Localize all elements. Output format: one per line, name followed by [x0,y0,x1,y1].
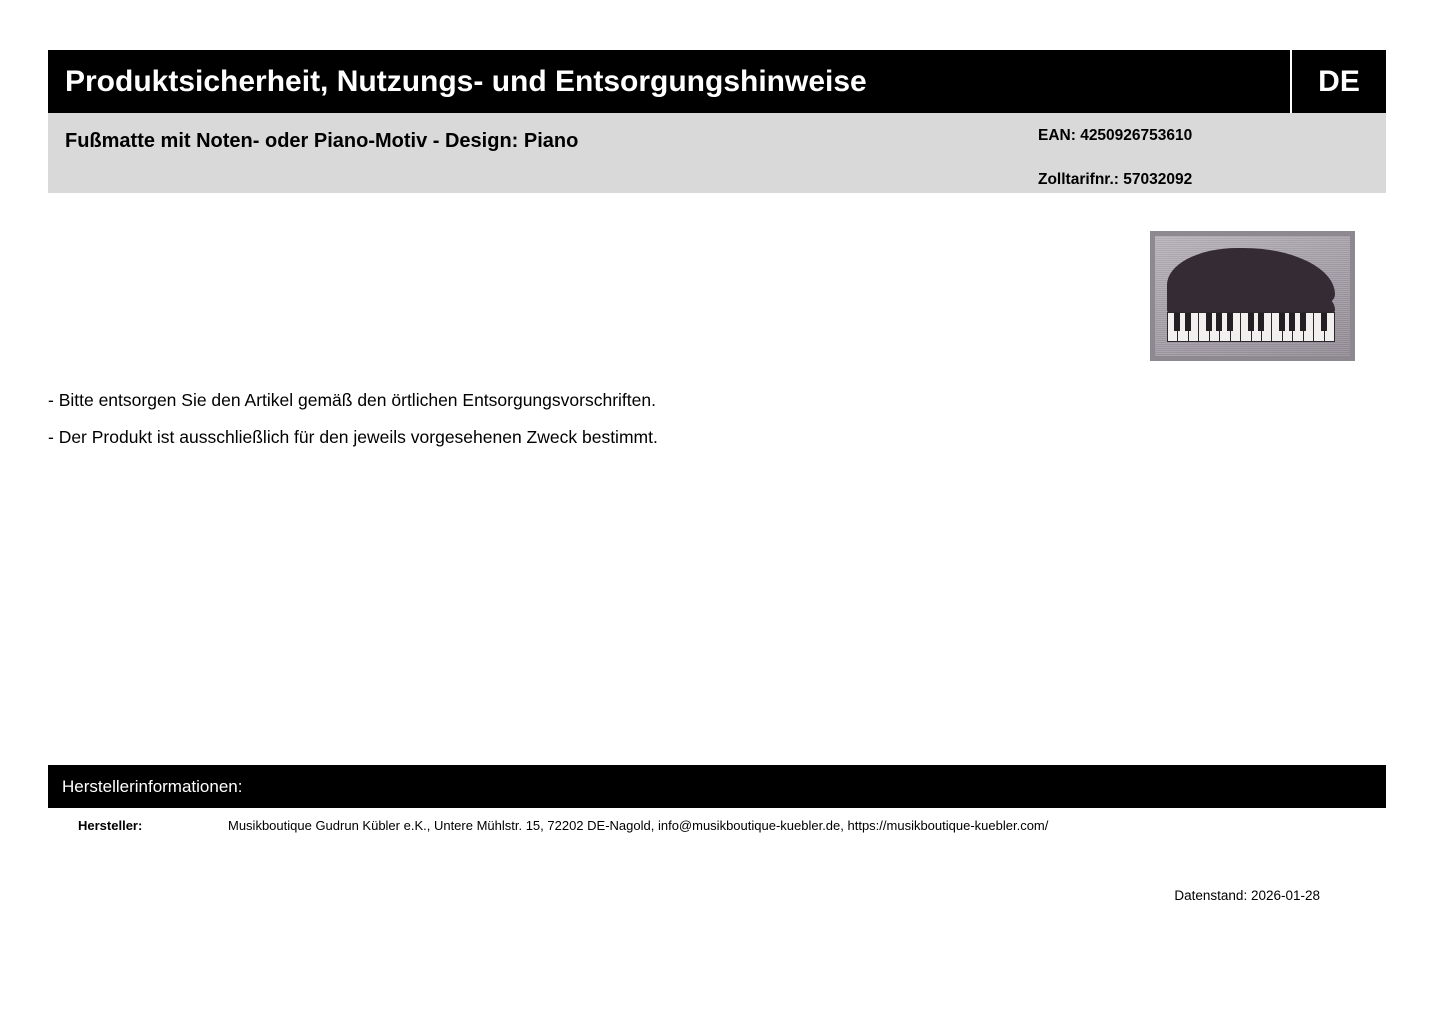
manufacturer-info-label: Herstellerinformationen: [62,776,243,796]
piano-keys-icon [1167,312,1335,342]
language-badge [1290,50,1386,113]
doormat-graphic [1150,231,1355,361]
product-codes [1038,127,1338,188]
product-title: Fußmatte mit Noten- oder Piano-Motiv - Design: Piano [65,130,579,152]
product-subheader [48,113,1386,193]
header-title-bar [48,50,1386,113]
datestamp: Datenstand: 2026-01-28 [1174,888,1320,903]
ean-code: EAN: 4250926753610 [1038,127,1193,144]
document-header [48,50,1386,193]
notes-list [48,392,1248,465]
manufacturer-key: Hersteller: [78,818,143,833]
product-image [1117,198,1387,380]
language-code: DE [1318,64,1360,98]
manufacturer-value: Musikboutique Gudrun Kübler e.K., Untere Mühlstr. 15, 72202 DE-Nagold, info@musikboutique-kuebler.de, https://musikboutique-kuebler.com/ [228,818,1049,833]
note-item: - Bitte entsorgen Sie den Artikel gemäß den örtlichen Entsorgungsvorschriften. [48,390,656,410]
customs-tariff-number: Zolltarifnr.: 57032092 [1038,171,1193,189]
note-item: - Der Produkt ist ausschließlich für den jeweils vorgesehenen Zweck bestimmt. [48,426,658,447]
manufacturer-row [48,818,1386,833]
page-title: Produktsicherheit, Nutzungs- und Entsorgungshinweise [65,64,867,98]
manufacturer-info-bar [48,765,1386,808]
